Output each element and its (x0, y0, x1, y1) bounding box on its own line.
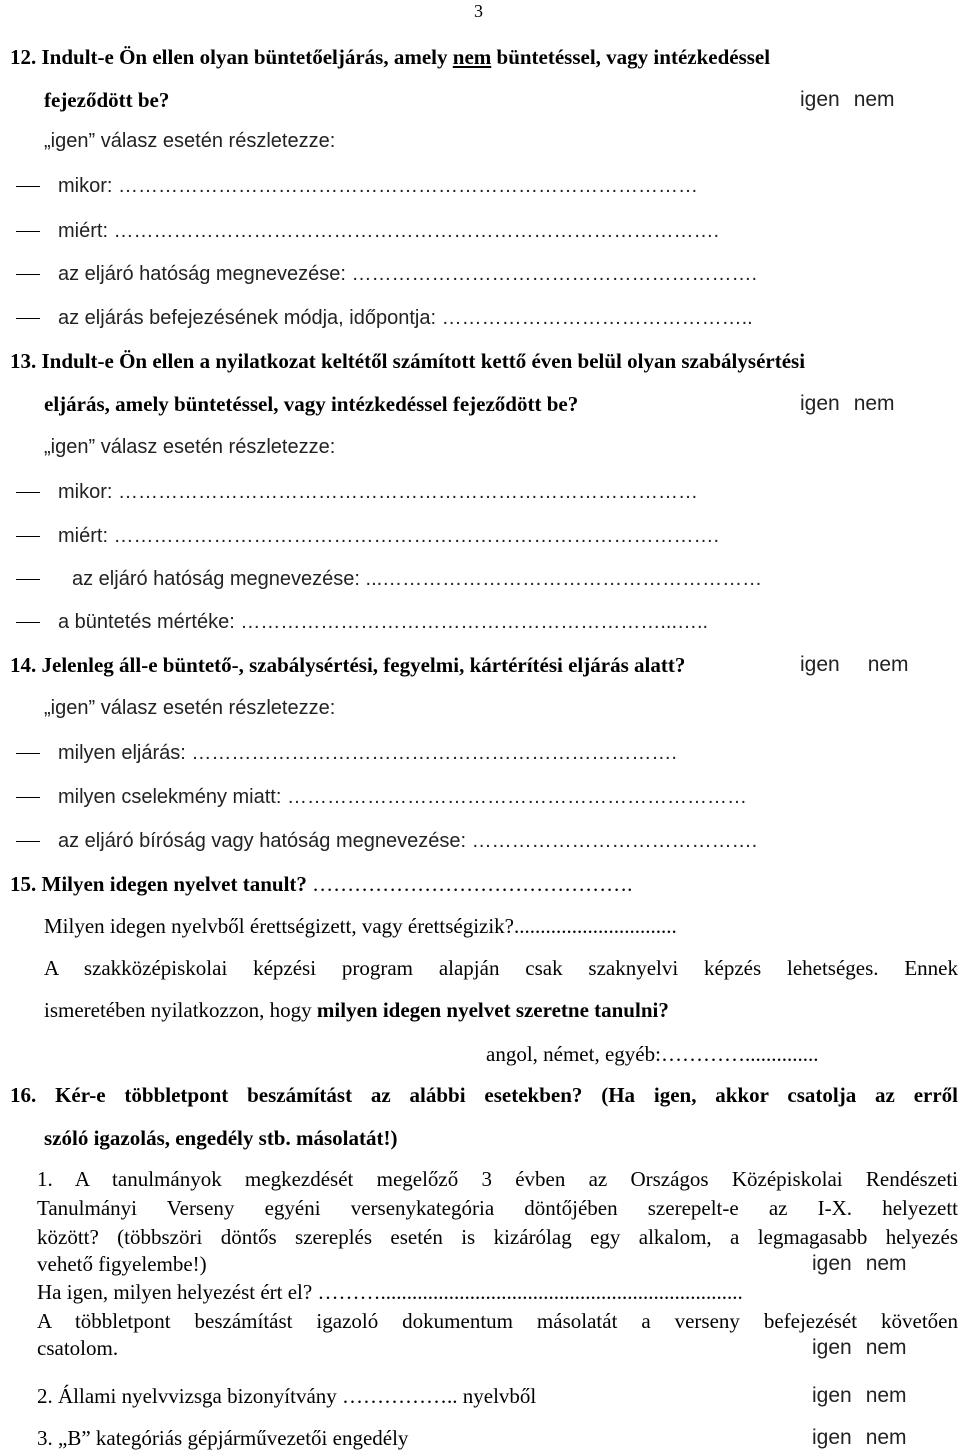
q15-text-1: Milyen idegen nyelvet tanult? (41, 872, 307, 896)
q12-yes[interactable]: igen (800, 88, 840, 111)
q16-p2-yes-no[interactable] (812, 1384, 907, 1408)
q16-p1-att-yes-no[interactable] (812, 1336, 907, 1360)
dash-bullet (16, 274, 40, 275)
dash-bullet (16, 231, 40, 232)
q14-detail-prompt: „igen” válasz esetén részletezze: (44, 697, 336, 719)
q12-detail-prompt: „igen” válasz esetén részletezze: (44, 130, 336, 152)
q12-underlined-word: nem (452, 45, 492, 69)
q16-p2-no[interactable]: nem (865, 1384, 907, 1407)
q13-yes[interactable]: igen (800, 392, 840, 415)
q15-line4-a: ismeretében nyilatkozzon, hogy (44, 998, 312, 1022)
q15-line3: A szakközépiskolai képzési program alapján csak szaknyelvi képzés lehetséges. Ennek (44, 956, 958, 980)
q16-p1-line: Tanulmányi Verseny egyéni versenykategória döntőjében szerepelt-e az I-X. helyezett (37, 1196, 958, 1220)
q16-line2: szóló igazolás, engedély stb. másolatát!) (44, 1126, 398, 1150)
dash-bullet (16, 579, 40, 580)
q12-number: 12. (10, 45, 37, 69)
dash-bullet (16, 622, 40, 623)
q14-line1 (10, 653, 685, 677)
q14-yes-no[interactable] (800, 653, 909, 677)
q16-p1-placement[interactable]: Ha igen, milyen helyezést ért el? ………..................................................................... (37, 1280, 743, 1304)
q13-no[interactable]: nem (853, 392, 895, 415)
q16-p1-line: vehető figyelembe!) (37, 1252, 207, 1276)
dash-bullet (16, 841, 40, 842)
q15-line4 (44, 998, 669, 1022)
q14-text-1: Jelenleg áll-e büntető-, szabálysértési, fegyelmi, kártérítési eljárás alatt? (41, 653, 686, 677)
q12-line2: fejeződött be? (44, 88, 170, 112)
q13-line2: eljárás, amely büntetéssel, vagy intézkedéssel fejeződött be? (44, 392, 579, 416)
q14-no[interactable]: nem (867, 653, 909, 676)
dash-bullet (16, 797, 40, 798)
dash-bullet (16, 536, 40, 537)
q15-language-options[interactable]: angol, német, egyéb:………….............. (486, 1042, 819, 1066)
q13-line1 (10, 349, 805, 373)
q16-p1-yes[interactable]: igen (812, 1252, 852, 1275)
q12-yes-no[interactable] (800, 88, 895, 112)
q16-p2-yes[interactable]: igen (812, 1384, 852, 1407)
page-number: 3 (474, 1, 483, 21)
q15-line1 (10, 872, 632, 896)
q12-text-1: Indult-e Ön ellen olyan büntetőeljárás, amely (41, 45, 448, 69)
q15-line4-b: milyen idegen nyelvet szeretne tanulni? (316, 998, 669, 1022)
q15-answer-dots[interactable]: ………………………………………. (312, 872, 633, 896)
q16-p1-attachment-line: csatolom. (37, 1336, 119, 1360)
q16-p1-att-no[interactable]: nem (865, 1336, 907, 1359)
q16-line1 (10, 1083, 958, 1107)
q16-p3: 3. „B” kategóriás gépjárművezetői engedély (37, 1426, 409, 1450)
q16-number: 16. (10, 1083, 37, 1107)
dash-bullet (16, 753, 40, 754)
q13-text-1: Indult-e Ön ellen a nyilatkozat keltétől számított kettő éven belül olyan szabálysértési (41, 349, 806, 373)
q12-no[interactable]: nem (853, 88, 895, 111)
dash-bullet (16, 186, 40, 187)
q16-p1-attachment-line: A többletpont beszámítást igazoló dokumentum másolatát a verseny befejezését követően (37, 1309, 958, 1333)
dash-bullet (16, 492, 40, 493)
q16-p3-yes[interactable]: igen (812, 1426, 852, 1449)
q16-p1-line: 1. A tanulmányok megkezdését megelőző 3 évben az Országos Középiskolai Rendészeti (37, 1167, 958, 1191)
q16-p1-att-yes[interactable]: igen (812, 1336, 852, 1359)
q16-p1-yes-no[interactable] (812, 1252, 907, 1276)
q13-detail-prompt: „igen” válasz esetén részletezze: (44, 436, 336, 458)
q14-yes[interactable]: igen (800, 653, 840, 676)
dash-bullet (16, 318, 40, 319)
q16-p3-no[interactable]: nem (865, 1426, 907, 1449)
q16-p3-yes-no[interactable] (812, 1426, 907, 1450)
q15-number: 15. (10, 872, 37, 896)
q13-yes-no[interactable] (800, 392, 895, 416)
q16-text-1: Kér-e többletpont beszámítást az alábbi esetekben? (Ha igen, akkor csatolja az erről (55, 1083, 958, 1107)
q12-text-2: büntetéssel, vagy intézkedéssel (496, 45, 771, 69)
q13-number: 13. (10, 349, 37, 373)
q12-line1 (10, 45, 770, 69)
q14-number: 14. (10, 653, 37, 677)
q16-p1-no[interactable]: nem (865, 1252, 907, 1275)
q16-p2: 2. Állami nyelvvizsga bizonyítvány …………….. nyelvből (37, 1384, 537, 1408)
q16-p1-line: között? (többszöri döntős szereplés esetén is kizárólag egy alkalom, a legmagasabb helyezés (37, 1225, 958, 1249)
q15-line2: Milyen idegen nyelvből érettségizett, vagy érettségizik?............................... (44, 914, 677, 938)
